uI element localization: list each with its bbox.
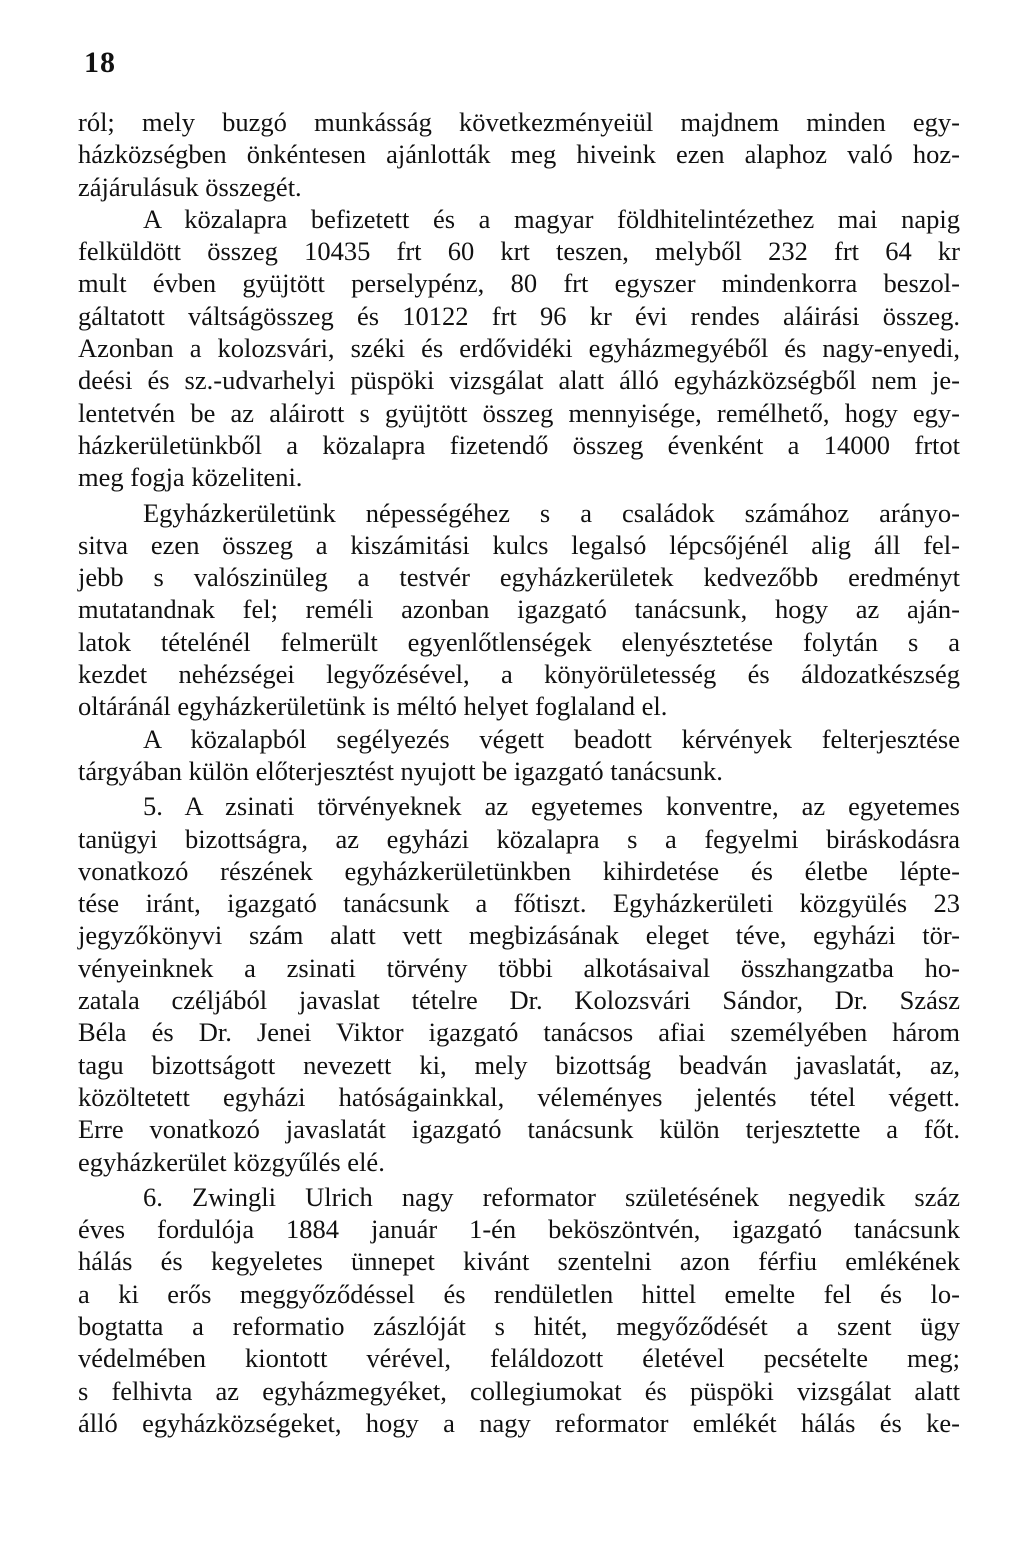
paragraph bbox=[78, 106, 960, 203]
paragraph bbox=[78, 723, 960, 788]
text-line: mutatandnak fel; reméli azonban igazgató tanácsunk, hogy az aján- bbox=[78, 594, 960, 625]
text-line: Béla és Dr. Jenei Viktor igazgató tanácsos afiai személyében három bbox=[78, 1017, 960, 1048]
text-line: kezdet nehézségei legyőzésével, a könyörületesség és áldozatkészség bbox=[78, 659, 960, 690]
paragraph bbox=[78, 497, 960, 723]
body-text bbox=[78, 106, 960, 1439]
text-line: zatala czéljából javaslat tételre Dr. Kolozsvári Sándor, Dr. Szász bbox=[78, 985, 960, 1016]
text-line: s felhivta az egyházmegyéket, collegiumokat és püspöki vizsgálat alatt bbox=[78, 1375, 960, 1406]
text-line: védelmében kiontott vérével, feláldozott életével pecsételte meg; bbox=[78, 1343, 960, 1374]
paragraph bbox=[78, 790, 960, 1178]
text-line: álló egyházközségeket, hogy a nagy reformator emlékét hálás és ke- bbox=[78, 1407, 960, 1438]
text-line: tése iránt, igazgató tanácsunk a főtiszt. Egyházkerületi közgyülés 23 bbox=[78, 888, 960, 919]
paragraph bbox=[78, 203, 960, 494]
text-line: oltáránál egyházkerületünk is méltó helyet foglaland el. bbox=[78, 691, 668, 722]
text-line: mult évben gyüjtött perselypénz, 80 frt egyszer mindenkorra beszol- bbox=[78, 268, 960, 299]
text-line: 6. Zwingli Ulrich nagy reformator születésének negyedik száz bbox=[143, 1181, 960, 1212]
text-line: vonatkozó részének egyházkerületünkben kihirdetése és életbe lépte- bbox=[78, 855, 960, 886]
text-line: egyházkerület közgyűlés elé. bbox=[78, 1146, 385, 1177]
text-line: tanügyi bizottságra, az egyházi közalapra s a fegyelmi biráskodásra bbox=[78, 823, 960, 854]
text-line: éves fordulója 1884 január 1-én beköszöntvén, igazgató tanácsunk bbox=[78, 1214, 960, 1245]
text-line: deési és sz.-udvarhelyi püspöki vizsgálat alatt álló egyházközségből nem je- bbox=[78, 365, 960, 396]
text-line: jebb s valószinüleg a testvér egyházkerületek kedvezőbb eredményt bbox=[78, 562, 960, 593]
text-line: meg fogja közeliteni. bbox=[78, 462, 303, 493]
text-line: házközségben önkéntesen ajánlották meg hiveink ezen alaphoz való hoz- bbox=[78, 139, 960, 170]
text-line: gáltatott váltságösszeg és 10122 frt 96 kr évi rendes aláirási összeg. bbox=[78, 300, 960, 331]
text-line: A közalapból segélyezés végett beadott kérvények felterjesztése bbox=[143, 723, 960, 754]
text-line: latok tételénél felmerült egyenlőtlenségek elenyésztetése folytán s a bbox=[78, 626, 960, 657]
text-line: 5. A zsinati törvényeknek az egyetemes konventre, az egyetemes bbox=[143, 791, 960, 822]
text-line: bogtatta a reformatio zászlóját s hitét, megyőződését a szent ügy bbox=[78, 1310, 960, 1341]
text-line: hálás és kegyeletes ünnepet kivánt szentelni azon férfiu emlékének bbox=[78, 1246, 960, 1277]
text-line: tagu bizottságott nevezett ki, mely bizottság beadván javaslatát, az, bbox=[78, 1049, 960, 1080]
text-line: tárgyában külön előterjesztést nyujott be igazgató tanácsunk. bbox=[78, 755, 723, 786]
text-line: sitva ezen összeg a kiszámitási kulcs legalsó lépcsőjénél alig áll fel- bbox=[78, 529, 960, 560]
paragraph bbox=[78, 1181, 960, 1439]
text-line: házkerületünkből a közalapra fizetendő összeg évenként a 14000 frtot bbox=[78, 429, 960, 460]
text-line: felküldött összeg 10435 frt 60 krt teszen, melyből 232 frt 64 kr bbox=[78, 236, 960, 267]
text-line: A közalapra befizetett és a magyar földhitelintézethez mai napig bbox=[143, 203, 960, 234]
text-line: a ki erős meggyőződéssel és rendületlen hittel emelte fel és lo- bbox=[78, 1278, 960, 1309]
text-line: Egyházkerületünk népességéhez s a családok számához arányo- bbox=[143, 497, 960, 528]
text-line: jegyzőkönyvi szám alatt vett megbizásának eleget téve, egyházi tör- bbox=[78, 920, 960, 951]
page-number: 18 bbox=[84, 46, 116, 79]
text-line: lentetvén be az aláirott s gyüjtött összeg mennyisége, remélhető, hogy egy- bbox=[78, 397, 960, 428]
text-line: Azonban a kolozsvári, széki és erdővidéki egyházmegyéből és nagy-enyedi, bbox=[78, 333, 960, 364]
text-line: zájárulásuk összegét. bbox=[78, 171, 302, 202]
text-line: Erre vonatkozó javaslatát igazgató tanácsunk külön terjesztette a főt. bbox=[78, 1114, 960, 1145]
text-line: vényeinknek a zsinati törvény többi alkotásaival összhangzatba ho- bbox=[78, 952, 960, 983]
text-line: közöltetett egyházi hatóságainkkal, véleményes jelentés tétel végett. bbox=[78, 1081, 960, 1112]
text-line: ról; mely buzgó munkásság következményeiül majdnem minden egy- bbox=[78, 107, 960, 137]
